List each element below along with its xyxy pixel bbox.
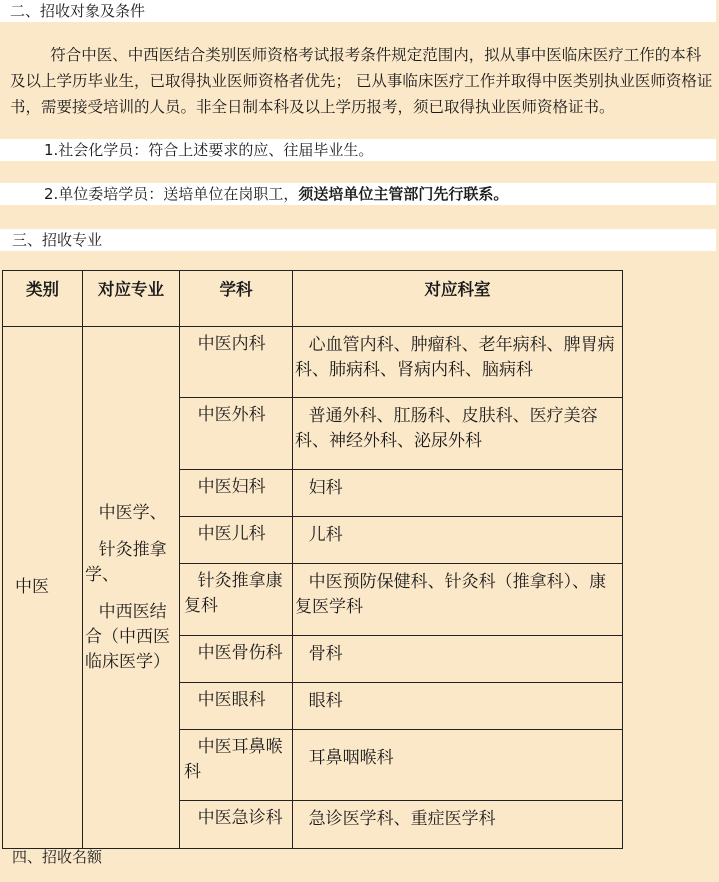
major-item: 中西医结合（中西医临床医学） bbox=[85, 601, 170, 672]
section-heading-4: 四、招收名额 bbox=[12, 848, 103, 866]
item-unit-trainee bbox=[0, 183, 716, 205]
subject-cell: 针灸推拿康复科 bbox=[180, 564, 293, 636]
department-cell: 急诊医学科、重症医学科 bbox=[293, 801, 623, 849]
department-cell: 骨科 bbox=[293, 636, 623, 683]
major-item: 针灸推拿学、 bbox=[85, 539, 167, 585]
eligibility-paragraph: 符合中医、中西医结合类别医师资格考试报考条件规定范围内，拟从事中医临床医疗工作的本科及以上学历毕业生，已取得执业医师资格者优先； 已从事临床医疗工作并取得中医类别执业医师资格证书，需要接受培训的人员。非全日制本科及以上学历报考，须已取得执业医师资格证书。 bbox=[10, 46, 713, 116]
department-cell: 耳鼻咽喉科 bbox=[293, 730, 623, 801]
major-item: 中医学、 bbox=[98, 502, 167, 523]
subject-cell: 中医儿科 bbox=[180, 517, 293, 564]
subject-cell: 中医耳鼻喉科 bbox=[180, 730, 293, 801]
item-social-trainee-text: 1.社会化学员：符合上述要求的应、往届毕业生。 bbox=[44, 141, 374, 159]
section-heading-3-text: 三、招收专业 bbox=[12, 231, 103, 249]
department-cell: 普通外科、肛肠科、皮肤科、医疗美容科、神经外科、泌尿外科 bbox=[293, 398, 623, 470]
subject-cell: 中医急诊科 bbox=[180, 801, 293, 849]
item-social-trainee bbox=[0, 139, 716, 161]
department-cell: 妇科 bbox=[293, 470, 623, 517]
header-department: 对应科室 bbox=[293, 271, 623, 327]
section-heading-2 bbox=[0, 0, 716, 22]
specialty-table bbox=[2, 270, 623, 849]
header-subject: 学科 bbox=[180, 271, 293, 327]
department-cell: 儿科 bbox=[293, 517, 623, 564]
section-heading-2-text: 二、招收对象及条件 bbox=[10, 2, 146, 20]
department-cell: 中医预防保健科、针灸科（推拿科）、康复医学科 bbox=[293, 564, 623, 636]
department-cell: 心血管内科、肿瘤科、老年病科、脾胃病科、肺病科、肾病内科、脑病科 bbox=[293, 327, 623, 398]
item-unit-trainee-prefix: 2.单位委培学员：送培单位在岗职工， bbox=[44, 185, 299, 203]
subject-cell: 中医外科 bbox=[180, 398, 293, 470]
major-cell bbox=[83, 327, 180, 849]
item-unit-trainee-bold: 须送培单位主管部门先行联系。 bbox=[298, 185, 509, 203]
subject-cell: 中医妇科 bbox=[180, 470, 293, 517]
subject-cell: 中医内科 bbox=[180, 327, 293, 398]
header-category: 类别 bbox=[3, 271, 83, 327]
department-cell: 眼科 bbox=[293, 683, 623, 730]
subject-cell: 中医眼科 bbox=[180, 683, 293, 730]
table-header-row bbox=[3, 271, 623, 327]
table-row bbox=[3, 327, 623, 398]
section-heading-3 bbox=[0, 229, 716, 251]
category-cell: 中医 bbox=[3, 327, 83, 849]
header-major: 对应专业 bbox=[83, 271, 180, 327]
subject-cell: 中医骨伤科 bbox=[180, 636, 293, 683]
